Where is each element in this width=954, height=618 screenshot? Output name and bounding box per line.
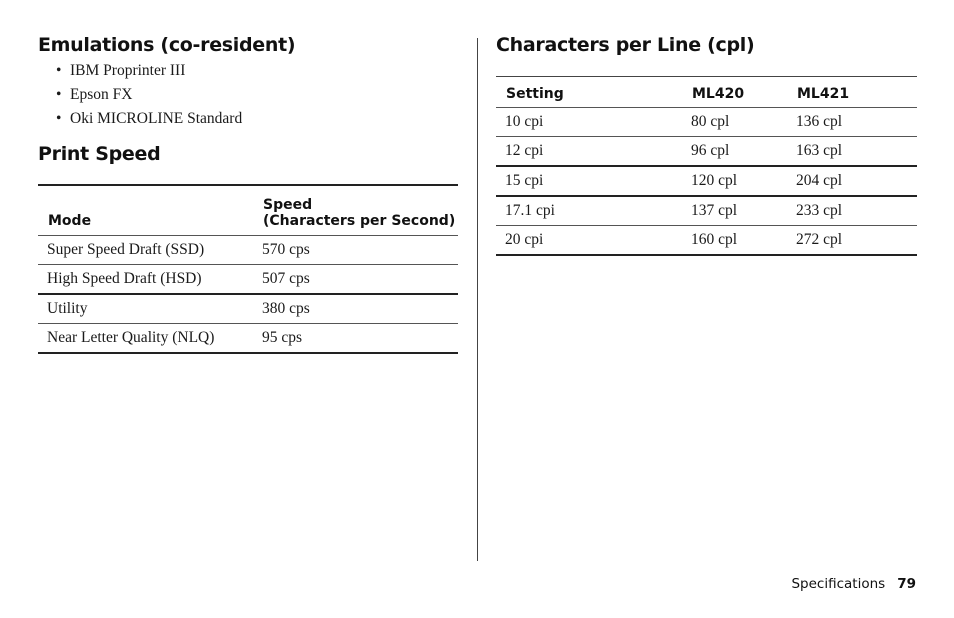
ml421-cell: 272 cpl	[796, 231, 843, 248]
cpl-heading: Characters per Line (cpl)	[496, 34, 755, 56]
speed-cell: 570 cps	[262, 240, 310, 258]
table-header-row	[496, 77, 917, 108]
column-divider	[477, 38, 478, 561]
ml421-cell: 204 cpl	[796, 172, 843, 189]
setting-cell: 17.1 cpi	[505, 202, 555, 219]
print-speed-heading: Print Speed	[38, 143, 161, 165]
bullet-icon: •	[56, 86, 62, 103]
speed-cell: 95 cps	[262, 328, 303, 346]
table-row	[496, 226, 917, 256]
emulations-heading: Emulations (co-resident)	[38, 34, 296, 56]
print-speed-table	[38, 184, 458, 354]
column-header-ml420: ML420	[692, 86, 745, 102]
ml421-cell: 136 cpl	[796, 113, 843, 130]
setting-cell: 10 cpi	[505, 113, 544, 130]
table-row	[496, 108, 917, 137]
setting-cell: 15 cpi	[505, 172, 544, 189]
table-row	[38, 264, 458, 294]
list-item: • Oki MICROLINE Standard	[56, 110, 243, 127]
column-header-speed: Speed (Characters per Second)	[263, 196, 456, 229]
table-row	[496, 137, 917, 167]
column-header-mode: Mode	[48, 212, 92, 229]
table-row	[496, 166, 917, 196]
page-number: 79	[897, 576, 916, 592]
mode-cell: Near Letter Quality (NLQ)	[47, 328, 215, 346]
ml421-cell: 163 cpl	[796, 142, 843, 159]
mode-cell: Super Speed Draft (SSD)	[47, 240, 205, 258]
emulations-list	[56, 61, 242, 133]
speed-cell: 507 cps	[262, 269, 310, 287]
list-item: • Epson FX	[56, 86, 133, 103]
ml420-cell: 137 cpl	[691, 202, 738, 219]
mode-cell: High Speed Draft (HSD)	[47, 269, 202, 287]
column-header-setting: Setting	[506, 86, 564, 102]
table-row	[38, 235, 458, 264]
mode-cell: Utility	[47, 299, 88, 317]
ml420-cell: 120 cpl	[691, 172, 738, 189]
page-footer	[791, 576, 916, 592]
table-row	[38, 323, 458, 353]
ml420-cell: 80 cpl	[691, 113, 730, 130]
cpl-table	[496, 76, 917, 256]
ml420-cell: 96 cpl	[691, 142, 730, 159]
footer-section-title: Specifications	[791, 576, 886, 592]
bullet-icon: •	[56, 62, 62, 79]
setting-cell: 20 cpi	[505, 231, 544, 248]
setting-cell: 12 cpi	[505, 142, 544, 159]
table-row	[38, 294, 458, 324]
table-header-row	[38, 185, 458, 235]
speed-cell: 380 cps	[262, 299, 310, 317]
bullet-icon: •	[56, 110, 62, 127]
ml420-cell: 160 cpl	[691, 231, 738, 248]
list-item: • IBM Proprinter III	[56, 62, 186, 79]
table-row	[496, 196, 917, 226]
column-header-ml421: ML421	[797, 86, 850, 102]
ml421-cell: 233 cpl	[796, 202, 843, 219]
